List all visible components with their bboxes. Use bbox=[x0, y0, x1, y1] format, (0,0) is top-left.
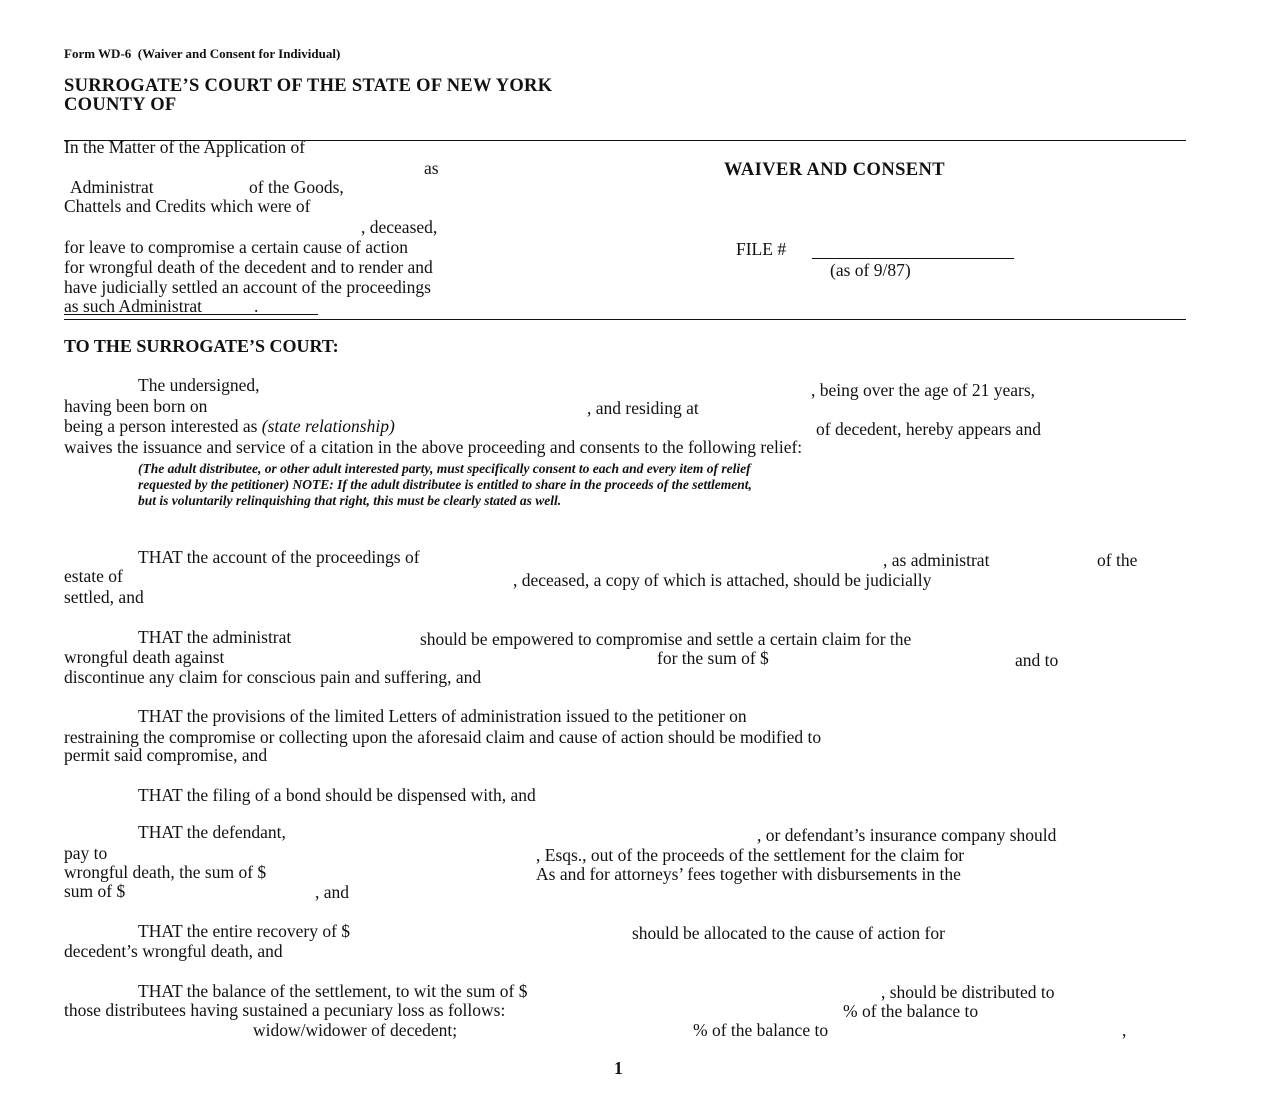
caption-as: as bbox=[424, 158, 439, 178]
p7-distributed: , should be distributed to bbox=[881, 982, 1055, 1002]
p2-sum: for the sum of $ bbox=[657, 648, 769, 668]
intro-age: , being over the age of 21 years, bbox=[811, 380, 1036, 400]
form-id-label bbox=[64, 44, 340, 64]
note-line-2: requested by the petitioner) NOTE: If the adult distributee is entitled to share in the proceeds of the settlement, bbox=[138, 477, 752, 492]
caption-administrat: Administrat bbox=[70, 177, 154, 197]
caption-line-5: for leave to compromise a certain cause of action bbox=[64, 237, 409, 257]
intro-waives: waives the issuance and service of a citation in the above proceeding and consents to the following relief: bbox=[64, 437, 803, 457]
intro-interested bbox=[64, 416, 395, 436]
p6-wrongful-death: decedent’s wrongful death, and bbox=[64, 941, 283, 961]
p5-esqs: , Esqs., out of the proceeds of the settlement for the claim for bbox=[536, 845, 965, 865]
p5-wrongful-death-sum: wrongful death, the sum of $ bbox=[64, 862, 267, 882]
caption-line-6: for wrongful death of the decedent and to render and bbox=[64, 257, 433, 277]
p6-allocated: should be allocated to the cause of action for bbox=[632, 923, 945, 943]
as-of-date: (as of 9/87) bbox=[830, 260, 911, 280]
p5-attorney-fees: As and for attorneys’ fees together with disbursements in the bbox=[536, 864, 961, 884]
p5-sum-of: sum of $ bbox=[64, 881, 126, 901]
caption-line-1: In the Matter of the Application of bbox=[64, 137, 306, 157]
form-subtitle: (Waiver and Consent for Individual) bbox=[137, 46, 341, 61]
addressee: TO THE SURROGATE’S COURT: bbox=[64, 336, 339, 356]
p5-and: , and bbox=[315, 882, 350, 902]
intro-born-on: having been born on bbox=[64, 396, 208, 416]
p2-against: wrongful death against bbox=[64, 647, 225, 667]
p7-percent-balance-1: % of the balance to bbox=[843, 1001, 979, 1021]
intro-undersigned: The undersigned, bbox=[138, 375, 260, 395]
p7-percent-balance-2: % of the balance to bbox=[693, 1020, 829, 1040]
file-number-label: FILE # bbox=[736, 239, 787, 259]
caption-line-8 bbox=[64, 296, 258, 316]
note-line-3: but is voluntarily relinquishing that right, this must be clearly stated as well. bbox=[138, 493, 562, 508]
caption-line-3: Chattels and Credits which were of bbox=[64, 196, 311, 216]
caption-line-8-period: . bbox=[254, 296, 259, 316]
page-number: 1 bbox=[614, 1058, 623, 1078]
p7-pecuniary-loss: those distributees having sustained a pecuniary loss as follows: bbox=[64, 1000, 506, 1020]
intro-relationship: (state relationship) bbox=[261, 416, 395, 436]
p6-recovery: THAT the entire recovery of $ bbox=[138, 921, 351, 941]
file-number-field[interactable] bbox=[812, 258, 1014, 259]
p2-empowered: should be empowered to compromise and settle a certain claim for the bbox=[420, 629, 912, 649]
p2-discontinue: discontinue any claim for conscious pain and suffering, and bbox=[64, 667, 482, 687]
form-id: Form WD-6 bbox=[64, 46, 132, 61]
p5-pay-to: pay to bbox=[64, 843, 108, 863]
document-title: WAIVER AND CONSENT bbox=[724, 160, 946, 180]
p3-permit: permit said compromise, and bbox=[64, 745, 268, 765]
p7-widow: widow/widower of decedent; bbox=[253, 1020, 458, 1040]
note-line-1: (The adult distributee, or other adult interested party, must specifically consent to each and every item of relief bbox=[138, 461, 751, 476]
p1-account: THAT the account of the proceedings of bbox=[138, 547, 420, 567]
caption-underline bbox=[64, 314, 318, 315]
p7-comma: , bbox=[1122, 1020, 1127, 1040]
caption-line-8-text: as such Administrat bbox=[64, 296, 203, 316]
p1-administrat: , as administrat bbox=[883, 550, 990, 570]
intro-residing: , and residing at bbox=[587, 398, 699, 418]
p2-administrat: THAT the administrat bbox=[138, 627, 292, 647]
county-label: COUNTY OF bbox=[64, 95, 177, 115]
p3-letters: THAT the provisions of the limited Letters of administration issued to the petitioner on bbox=[138, 706, 747, 726]
caption-deceased: , deceased, bbox=[361, 217, 438, 237]
caption-bottom-rule bbox=[64, 319, 1186, 320]
p1-deceased: , deceased, a copy of which is attached, should be judicially bbox=[513, 570, 932, 590]
p1-settled: settled, and bbox=[64, 587, 144, 607]
caption-line-7: have judicially settled an account of the proceedings bbox=[64, 277, 431, 297]
p5-insurance: , or defendant’s insurance company should bbox=[757, 825, 1057, 845]
p7-balance: THAT the balance of the settlement, to wit the sum of $ bbox=[138, 981, 528, 1001]
p3-restraining: restraining the compromise or collecting upon the aforesaid claim and cause of action should be modified to bbox=[64, 727, 822, 747]
p5-defendant: THAT the defendant, bbox=[138, 822, 286, 842]
p4-bond: THAT the filing of a bond should be dispensed with, and bbox=[138, 785, 536, 805]
intro-interested-text: being a person interested as bbox=[64, 416, 258, 436]
p1-of-the: of the bbox=[1097, 550, 1138, 570]
intro-of-decedent: of decedent, hereby appears and bbox=[816, 419, 1041, 439]
court-name: SURROGATE’S COURT OF THE STATE OF NEW YORK bbox=[64, 76, 553, 96]
caption-goods: of the Goods, bbox=[249, 177, 344, 197]
p1-estate-of: estate of bbox=[64, 566, 123, 586]
p2-and-to: and to bbox=[1015, 650, 1059, 670]
